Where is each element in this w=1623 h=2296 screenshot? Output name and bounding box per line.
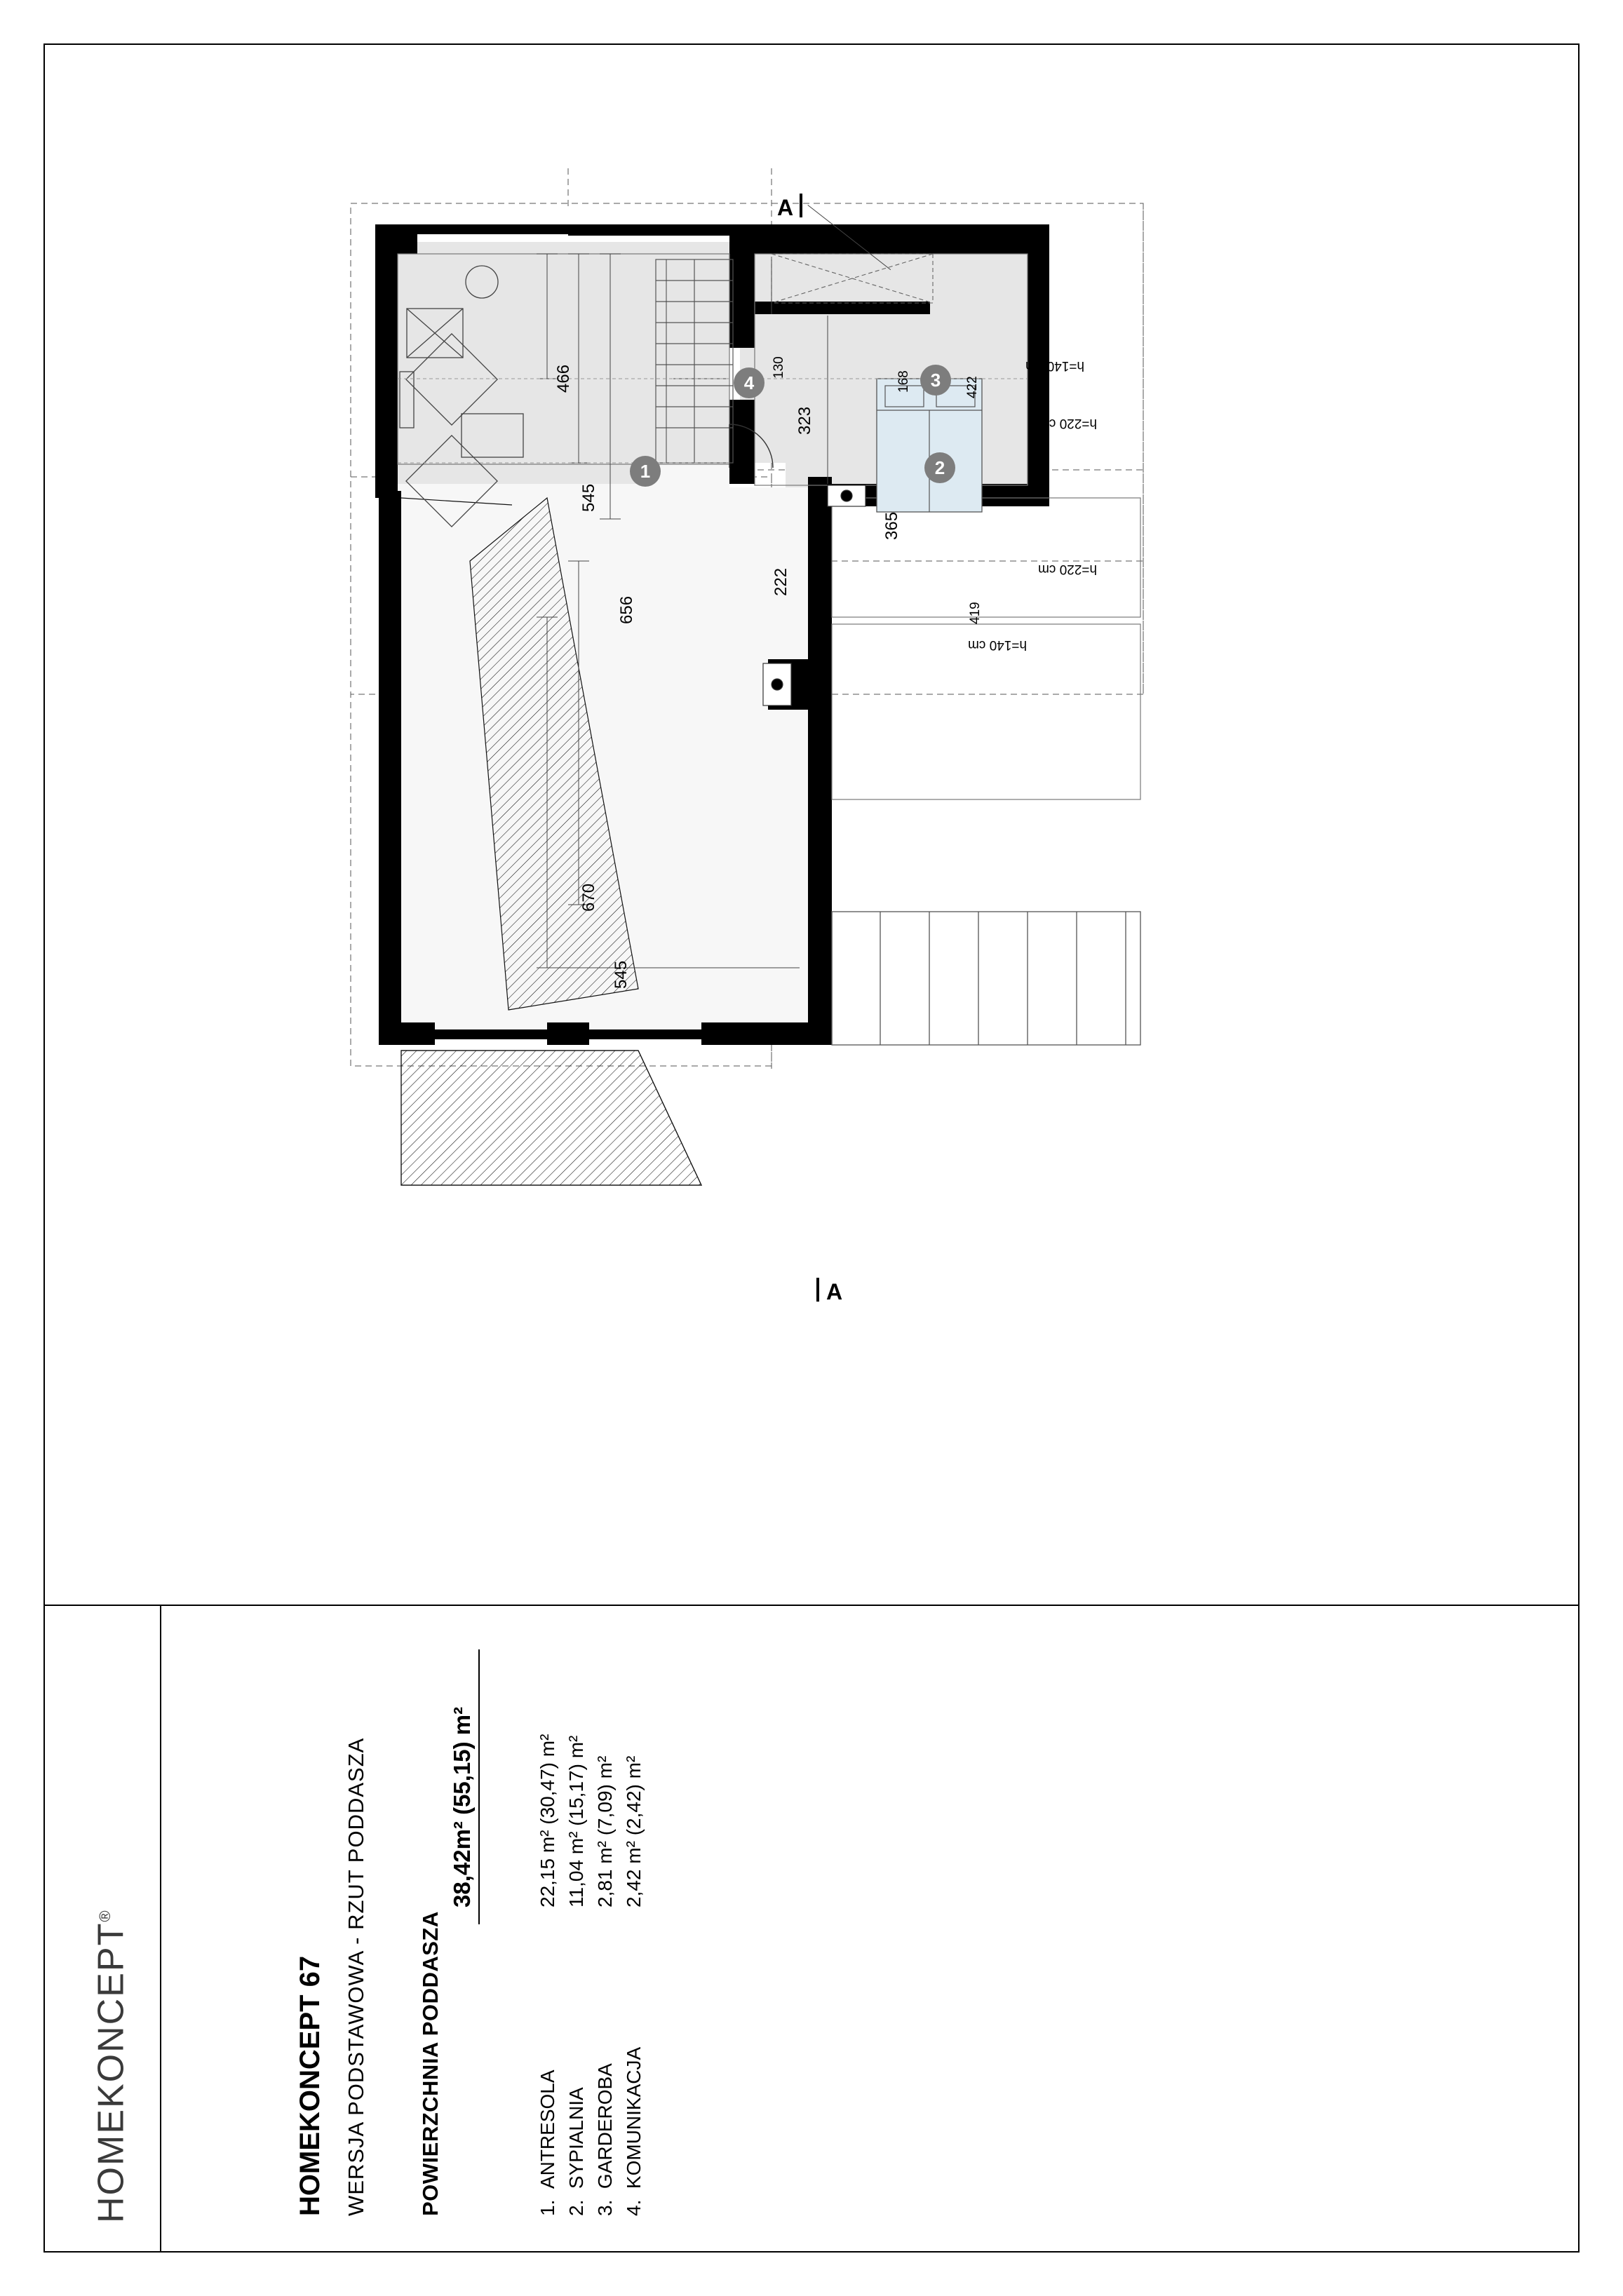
dimension-545-b: 545 bbox=[612, 960, 631, 989]
dimension-466: 466 bbox=[554, 364, 573, 393]
section-mark-top: A bbox=[777, 195, 794, 220]
section-mark-bottom: A bbox=[826, 1279, 843, 1304]
section-mark-top-tick bbox=[800, 194, 802, 217]
legend-name-2: SYPIALNIA bbox=[565, 2087, 587, 2189]
height-note-140-bottom: h=140 cm bbox=[968, 637, 1027, 652]
legend-area-1: 22,15 m² (30,47) m² bbox=[537, 1734, 558, 1907]
title-block-divider bbox=[45, 1605, 1578, 1606]
height-note-140-top: h=140 cm bbox=[1025, 358, 1084, 373]
area-value: 38,42m² (55,15) m² bbox=[449, 1706, 475, 1907]
legend-name-4: KOMUNIKACJA bbox=[623, 2046, 645, 2189]
room-number-4: 4 bbox=[734, 367, 765, 398]
legend-area-2: 11,04 m² (15,17) m² bbox=[565, 1735, 587, 1907]
legend-no-4: 4. bbox=[623, 2199, 645, 2216]
version-line: WERSJA PODSTAWOWA - RZUT PODDASZA bbox=[344, 1737, 368, 2216]
legend-item-1 bbox=[533, 2069, 562, 2216]
dimension-545: 545 bbox=[579, 483, 598, 512]
dimension-419: 419 bbox=[968, 602, 983, 624]
logo-cell-divider bbox=[160, 1605, 161, 2251]
legend-no-2: 2. bbox=[565, 2199, 587, 2216]
legend-no-1: 1. bbox=[537, 2199, 558, 2216]
room-number-1: 1 bbox=[630, 456, 661, 487]
legend-name-3: GARDEROBA bbox=[594, 2063, 616, 2189]
room-number-3: 3 bbox=[920, 365, 951, 396]
area-label: POWIERZCHNIA PODDASZA bbox=[418, 1911, 443, 2216]
floor-plan-drawing bbox=[337, 168, 1220, 1360]
area-divider-rule bbox=[478, 1649, 480, 1924]
dimension-222: 222 bbox=[772, 567, 790, 596]
dimension-365: 365 bbox=[882, 511, 901, 540]
logo bbox=[56, 1641, 154, 2223]
legend-item-4 bbox=[619, 2047, 648, 2216]
dimension-656: 656 bbox=[617, 595, 636, 624]
room-number-2: 2 bbox=[924, 452, 955, 483]
legend-item-2 bbox=[562, 2087, 591, 2216]
section-mark-bottom-tick bbox=[816, 1278, 819, 1302]
dimension-168: 168 bbox=[896, 370, 911, 393]
height-note-220-top: h=220 cm bbox=[1038, 416, 1097, 431]
legend-no-3: 3. bbox=[594, 2199, 616, 2216]
legend-area-3: 2,81 m² (7,09) m² bbox=[594, 1755, 616, 1907]
dimension-670: 670 bbox=[579, 883, 598, 912]
height-note-220-bottom: h=220 cm bbox=[1038, 562, 1097, 576]
project-title: HOMEKONCEPT 67 bbox=[295, 1955, 325, 2216]
legend-area-4: 2,42 m² (2,42) m² bbox=[623, 1755, 645, 1907]
logo-registered-mark: ® bbox=[96, 1909, 114, 1922]
legend-name-1: ANTRESOLA bbox=[537, 2069, 558, 2189]
logo-text: HOMEKONCEPT bbox=[90, 1922, 132, 2223]
dimension-422: 422 bbox=[965, 376, 980, 398]
legend-item-3 bbox=[591, 2063, 619, 2216]
dimension-323: 323 bbox=[795, 406, 814, 435]
dimension-130: 130 bbox=[772, 356, 786, 379]
